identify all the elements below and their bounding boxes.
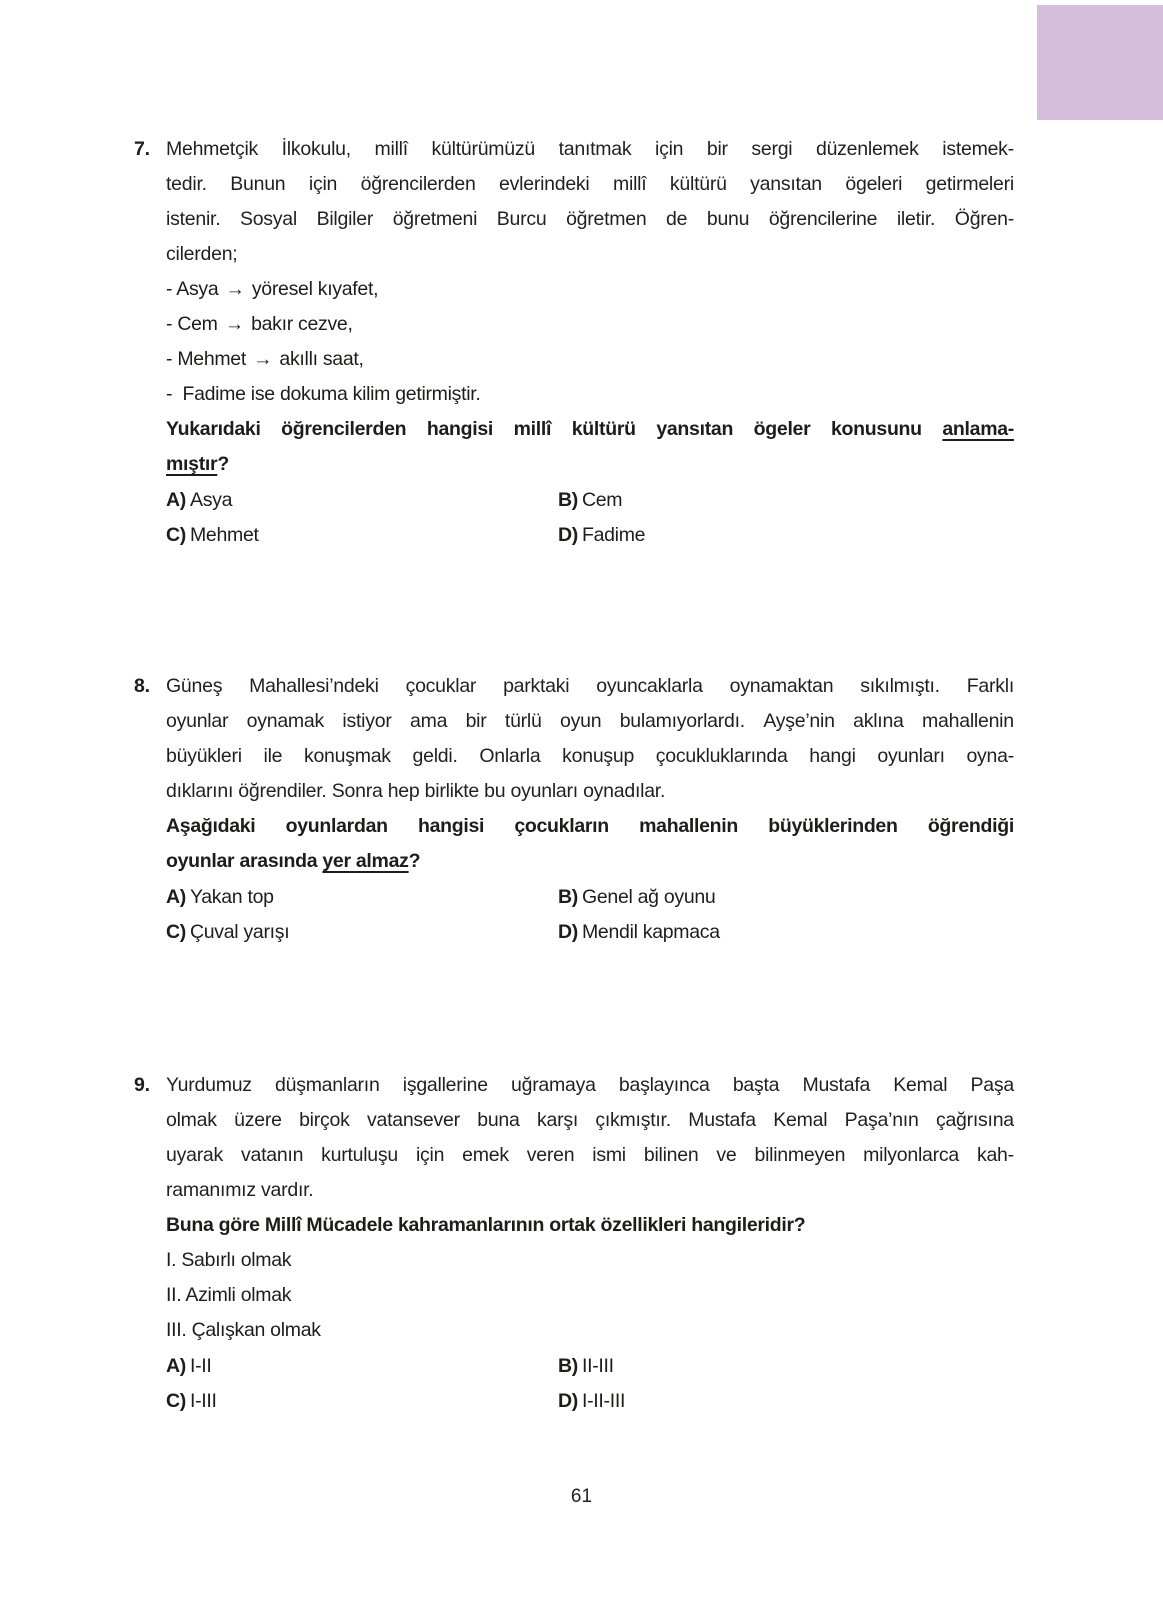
option-text: Asya [189,489,233,511]
answer-options [166,483,1014,553]
stem-line: Mehmetçik İlkokulu, millî kültürümüzü tanıtmak için bir sergi düzenlemek istemek- [166,138,1014,160]
option-text: I-II-III [581,1390,626,1412]
stem-line: tedir. Bunun için öğrencilerden evlerindeki millî kültürü yansıtan ögeleri getirmeleri [166,173,1014,195]
option-c[interactable] [166,518,558,553]
bullet-item [166,377,1014,412]
prompt-line: Aşağıdaki oyunlardan hangisi çocukların mahallenin büyüklerinden öğrendiği [166,815,1014,837]
question-9 [134,1068,1014,1419]
bullet-name: Mehmet [177,348,246,370]
question-body [166,1068,1014,1419]
option-b[interactable] [558,880,715,915]
stem-line: dıklarını öğrendiler. Sonra hep birlikte bu oyunları oynadılar. [166,780,666,802]
option-row [166,483,1014,518]
option-text: Cem [581,489,623,511]
stem-line: Yurdumuz düşmanların işgallerine uğramaya başlayınca başta Mustafa Kemal Paşa [166,1074,1014,1096]
arrow-icon: → [224,313,244,335]
stem-line: ramanımız vardır. [166,1179,314,1201]
roman-item: I. Sabırlı olmak [166,1249,292,1271]
bullet-item [166,342,1014,377]
option-text: I-II [189,1355,212,1377]
stem-line: oyunlar oynamak istiyor ama bir türlü oyun bulamıyorlardı. Ayşe’nin aklına mahallenin [166,710,1014,732]
option-a[interactable] [166,1349,558,1384]
stem-line: istenir. Sosyal Bilgiler öğretmeni Burcu öğretmen de bunu öğrencilerine iletir. Öğren- [166,208,1014,230]
question-number: 8. [134,675,150,697]
option-letter: D) [558,921,578,943]
question-stem [166,669,1014,809]
option-b[interactable] [558,483,622,518]
option-c[interactable] [166,1384,558,1419]
question-prompt [166,1208,1014,1243]
question-number: 9. [134,1074,150,1096]
bullet-text: bakır cezve, [251,313,353,335]
bullet-item [166,272,1014,307]
option-row [166,915,1014,950]
stem-line: cilerden; [166,243,238,265]
stem-line: Güneş Mahallesi’ndeki çocuklar parktaki oyuncaklarla oynamaktan sıkılmıştı. Farklı [166,675,1014,697]
arrow-icon: → [253,348,273,370]
bullet-dash: - [166,348,173,370]
option-letter: C) [166,524,186,546]
option-letter: D) [558,1390,578,1412]
prompt-line: Yukarıdaki öğrencilerden hangisi millî kültürü yansıtan ögeler konusunu anlama- [166,412,1014,447]
bullet-name: Asya [176,278,219,300]
question-number: 7. [134,138,150,160]
question-gap [134,950,1014,1068]
answer-options [166,1349,1014,1419]
option-row [166,1384,1014,1419]
option-a[interactable] [166,880,558,915]
option-text: Mendil kapmaca [581,921,720,943]
prompt-line: oyunlar arasında yer almaz? [166,850,421,872]
bullet-text: Fadime ise dokuma kilim getirmiştir. [182,383,481,405]
bullet-text: yöresel kıyafet, [251,278,379,300]
stem-line: olmak üzere birçok vatansever buna karşı çıkmıştır. Mustafa Kemal Paşa’nın çağrısına [166,1109,1014,1131]
prompt-line: Buna göre Millî Mücadele kahramanlarının ortak özellikleri hangileridir? [166,1214,806,1236]
option-letter: B) [558,489,578,511]
question-body [166,132,1014,553]
question-stem [166,1068,1014,1208]
option-d[interactable] [558,915,720,950]
option-letter: A) [166,1355,186,1377]
bullet-dash: - [166,278,173,300]
bullet-text: akıllı saat, [279,348,364,370]
question-7 [134,132,1014,553]
prompt-underlined: mıştır [166,453,218,475]
option-letter: C) [166,1390,186,1412]
prompt-line: mıştır? [166,453,229,475]
question-prompt [166,809,1014,879]
option-text: Yakan top [189,886,274,908]
option-d[interactable] [558,518,645,553]
question-prompt [166,412,1014,482]
option-a[interactable] [166,483,558,518]
prompt-underlined: anlama- [942,418,1014,440]
question-8 [134,669,1014,950]
option-letter: B) [558,886,578,908]
stem-line: uyarak vatanın kurtuluşu için emek veren ismi bilinen ve bilinmeyen milyonlarca kah- [166,1144,1014,1166]
roman-item: II. Azimli olmak [166,1284,292,1306]
page-content [134,132,1014,1419]
option-d[interactable] [558,1384,625,1419]
option-letter: A) [166,886,186,908]
stem-line: büyükleri ile konuşmak geldi. Onlarla konuşup çocukluklarında hangi oyunları oyna- [166,745,1014,767]
option-text: Genel ağ oyunu [581,886,716,908]
question-stem [166,132,1014,272]
bullet-item [166,307,1014,342]
question-gap [134,553,1014,669]
option-b[interactable] [558,1349,614,1384]
bullet-dash: - [166,383,173,405]
roman-item: III. Çalışkan olmak [166,1319,321,1341]
question-body [166,669,1014,950]
option-row [166,1349,1014,1384]
option-text: II-III [581,1355,614,1377]
decorative-corner-block [1037,5,1163,120]
answer-options [166,880,1014,950]
option-c[interactable] [166,915,558,950]
option-letter: B) [558,1355,578,1377]
arrow-icon: → [225,278,245,300]
prompt-underlined: yer almaz [322,850,409,872]
option-row [166,880,1014,915]
option-text: Mehmet [189,524,259,546]
bullet-name: Cem [177,313,218,335]
option-text: Çuval yarışı [189,921,290,943]
page-number: 61 [570,1486,593,1507]
option-text: Fadime [581,524,646,546]
option-letter: C) [166,921,186,943]
option-row [166,518,1014,553]
option-text: I-III [189,1390,217,1412]
bullet-dash: - [166,313,173,335]
option-letter: D) [558,524,578,546]
option-letter: A) [166,489,186,511]
